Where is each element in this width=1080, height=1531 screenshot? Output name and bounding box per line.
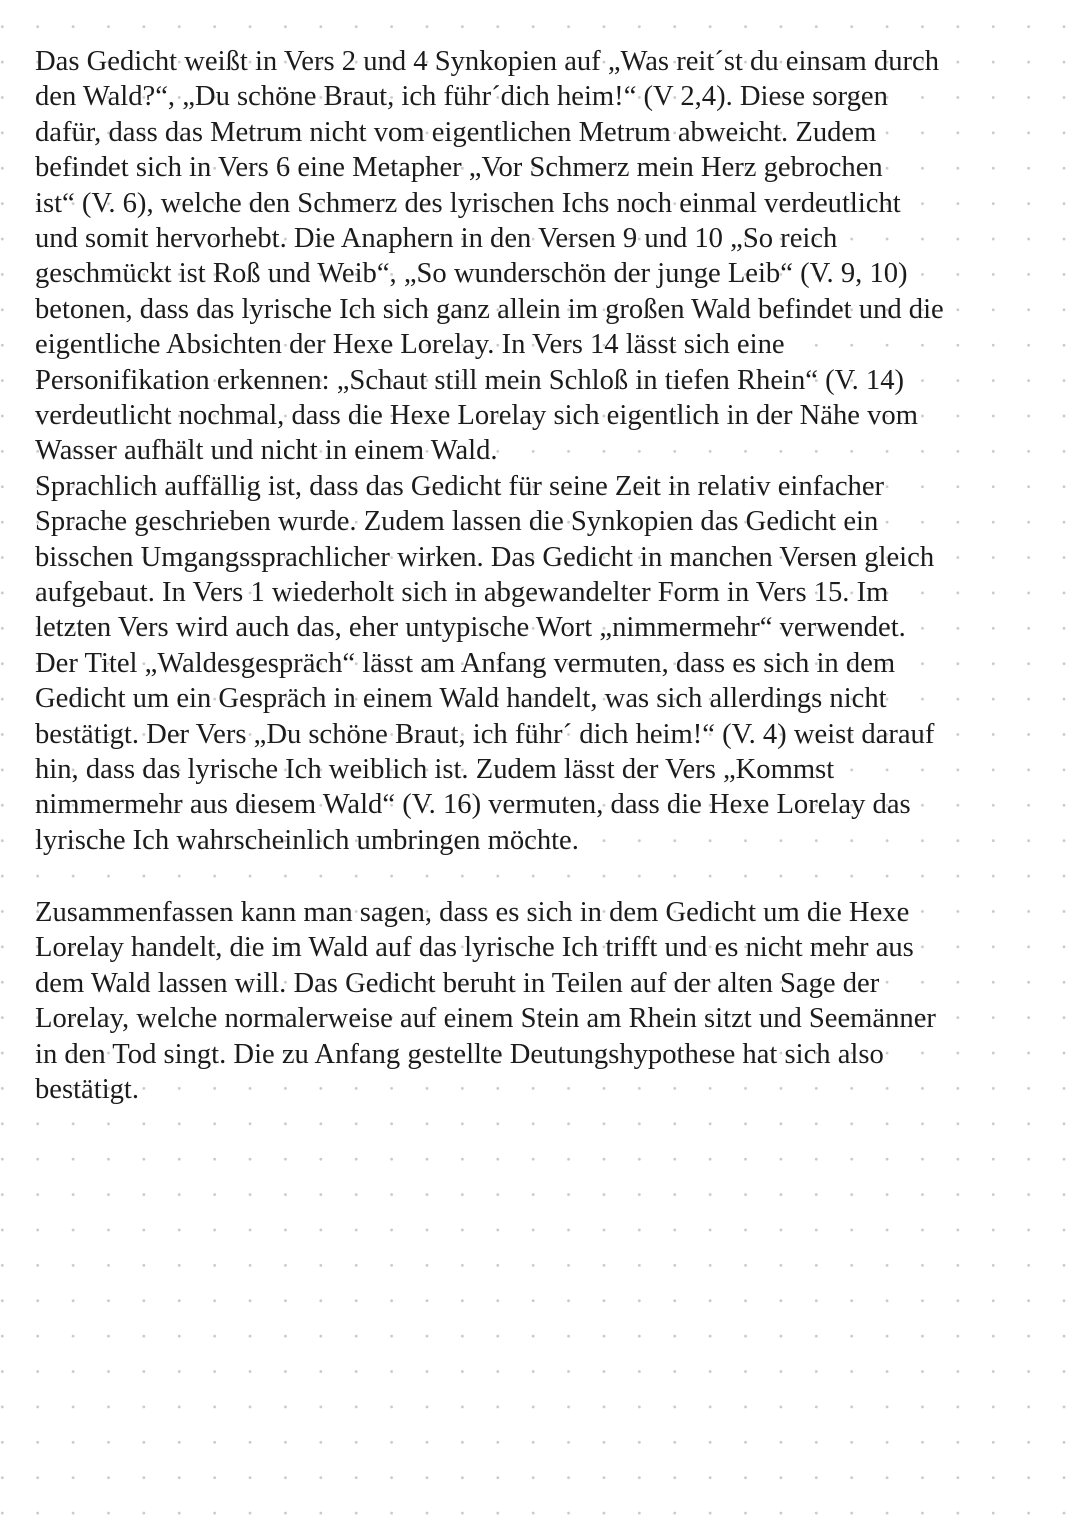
text-line: Zusammenfassen kann man sagen, dass es sich in dem Gedicht um die Hexe [35, 897, 910, 928]
text-line: geschmückt ist Roß und Weib“, „So wunderschön der junge Leib“ (V. 9, 10) [35, 258, 908, 290]
text-line: bestätigt. [35, 1074, 140, 1105]
text-line: dafür, dass das Metrum nicht vom eigentlichen Metrum abweicht. Zudem [35, 116, 877, 148]
text-line: bestätigt. Der Vers „Du schöne Braut, ich führ´ dich heim!“ (V. 4) weist darauf [35, 718, 935, 750]
text-line: Das Gedicht weißt in Vers 2 und 4 Synkopien auf „Was reit´st du einsam durch [35, 46, 940, 77]
text-line: Sprachlich auffällig ist, dass das Gedicht für seine Zeit in relativ einfacher [35, 470, 885, 502]
text-line: Sprache geschrieben wurde. Zudem lassen die Synkopien das Gedicht ein [35, 506, 879, 538]
text-line: dem Wald lassen will. Das Gedicht beruht in Teilen auf der alten Sage der [35, 967, 880, 999]
text-line: Gedicht um ein Gespräch in einem Wald handelt, was sich allerdings nicht [35, 683, 887, 715]
text-line: Wasser aufhält und nicht in einem Wald. [35, 435, 498, 467]
text-line: Lorelay, welche normalerweise auf einem Stein am Rhein sitzt und Seemänner [35, 1003, 936, 1035]
text-line: Personifikation erkennen: „Schaut still mein Schloß in tiefen Rhein“ (V. 14) [35, 364, 905, 396]
text-line: lyrische Ich wahrscheinlich umbringen möchte. [35, 824, 579, 856]
text-line: verdeutlicht nochmal, dass die Hexe Lorelay sich eigentlich in der Nähe vom [35, 400, 918, 431]
text-line: letzten Vers wird auch das, eher untypische Wort „nimmermehr“ verwendet. [35, 612, 906, 644]
text-line: eigentliche Absichten der Hexe Lorelay. In Vers 14 lässt sich eine [35, 329, 785, 361]
text-line: hin, dass das lyrische Ich weiblich ist. Zudem lässt der Vers „Kommst [35, 754, 835, 785]
text-line: aufgebaut. In Vers 1 wiederholt sich in abgewandelter Form in Vers 15. Im [35, 577, 889, 608]
text-line: betonen, dass das lyrische Ich sich ganz allein im großen Wald befindet und die [35, 293, 944, 325]
text-line: Der Titel „Waldesgespräch“ lässt am Anfang vermuten, dass es sich in dem [35, 647, 896, 679]
text-line: in den Tod singt. Die zu Anfang gestellte Deutungshypothese hat sich also [35, 1038, 884, 1070]
text-line: bisschen Umgangssprachlicher wirken. Das Gedicht in manchen Versen gleich [35, 541, 935, 573]
text-line: nimmermehr aus diesem Wald“ (V. 16) vermuten, dass die Hexe Lorelay das [35, 789, 911, 821]
text-line: und somit hervorhebt. Die Anaphern in den Versen 9 und 10 „So reich [35, 223, 838, 254]
text-line: befindet sich in Vers 6 eine Metapher „Vor Schmerz mein Herz gebrochen [35, 152, 883, 184]
text-line: ist“ (V. 6), welche den Schmerz des lyrischen Ichs noch einmal verdeutlicht [35, 187, 901, 219]
text-line: Lorelay handelt, die im Wald auf das lyrische Ich trifft und es nicht mehr aus [35, 932, 914, 964]
text-line: den Wald?“, „Du schöne Braut, ich führ´dich heim!“ (V 2,4). Diese sorgen [35, 81, 888, 113]
